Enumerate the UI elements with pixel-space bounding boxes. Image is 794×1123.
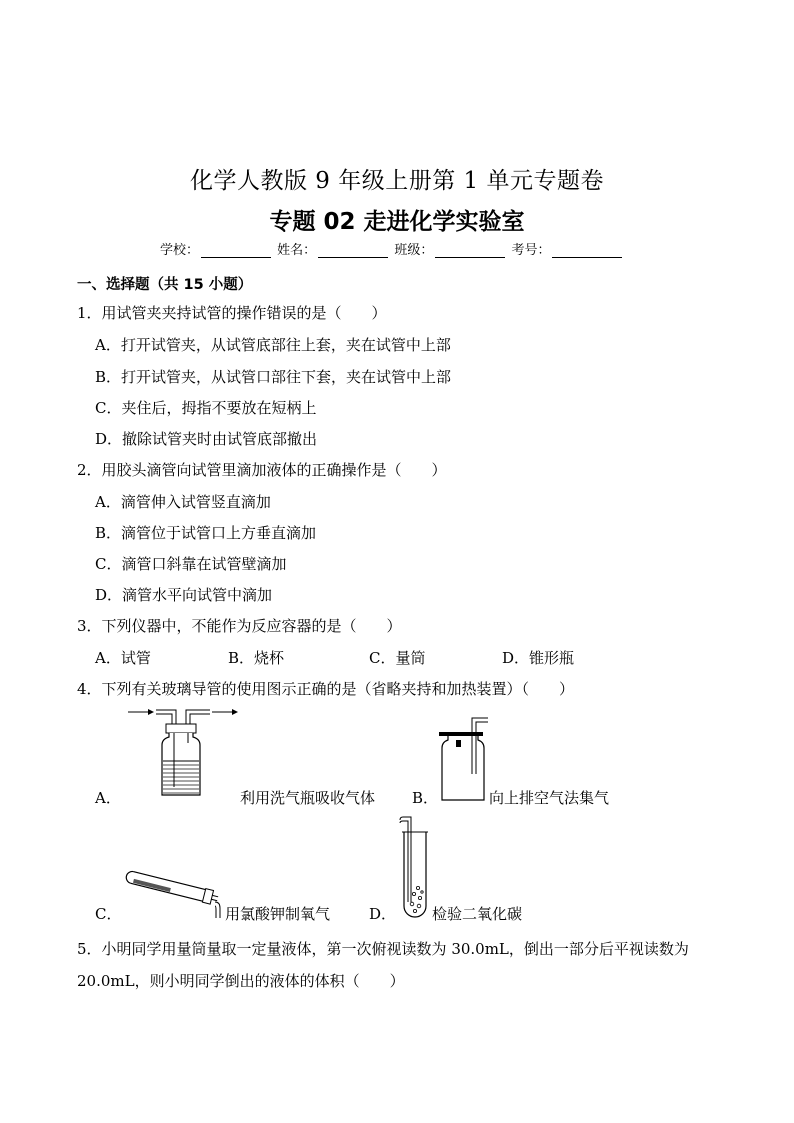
name-blank[interactable] [318, 244, 388, 258]
section-heading: 一、选择题（共 15 小题） [77, 277, 253, 293]
q3-option-d: D．锥形瓶 [502, 649, 575, 667]
carbon-dioxide-test-diagram [398, 814, 434, 918]
page-subtitle: 专题 02 走进化学实验室 [269, 209, 525, 235]
page-title: 化学人教版 9 年级上册第 1 单元专题卷 [189, 168, 604, 194]
class-label: 班级： [394, 243, 434, 258]
gas-collection-bottle-diagram [438, 714, 493, 806]
potassium-chlorate-heating-diagram [124, 872, 228, 920]
q2-option-d: D．滴管水平向试管中滴加 [95, 586, 273, 604]
q4-option-a-caption: 利用洗气瓶吸收气体 [240, 789, 376, 807]
q1-option-c: C．夹住后，拇指不要放在短柄上 [95, 399, 317, 417]
student-info-line [160, 239, 624, 258]
number-label: 考号： [511, 243, 551, 258]
q2-option-a: A．滴管伸入试管竖直滴加 [95, 493, 271, 511]
class-blank[interactable] [435, 244, 505, 258]
q4-option-d-caption: 检验二氧化碳 [432, 905, 523, 923]
q4-option-b-caption: 向上排空气法集气 [489, 789, 610, 807]
q3-option-c: C．量筒 [369, 649, 426, 667]
q1-option-d: D．撤除试管夹时由试管底部撤出 [95, 430, 318, 448]
q2-option-b: B．滴管位于试管口上方垂直滴加 [95, 524, 317, 542]
q1-option-b: B．打开试管夹，从试管口部往下套，夹在试管中上部 [95, 368, 452, 386]
school-label: 学校： [160, 243, 200, 258]
question-2-stem: 2．用胶头滴管向试管里滴加液体的正确操作是（ ） [77, 461, 447, 479]
q4-option-c-caption: 用氯酸钾制氧气 [225, 905, 331, 923]
question-1-stem: 1．用试管夹夹持试管的操作错误的是（ ） [77, 304, 387, 322]
q2-option-c: C．滴管口斜靠在试管壁滴加 [95, 555, 287, 573]
q4-option-d-letter: D． [369, 905, 397, 923]
q1-option-a: A．打开试管夹，从试管底部往上套，夹在试管中上部 [95, 336, 451, 354]
q4-option-c-letter: C． [95, 905, 122, 923]
number-blank[interactable] [552, 244, 622, 258]
question-5-stem-line2: 20.0mL，则小明同学倒出的液体的体积（ ） [77, 972, 405, 990]
gas-washing-bottle-diagram [126, 703, 241, 803]
question-5-stem-line1: 5．小明同学用量筒量取一定量液体，第一次俯视读数为 30.0mL，倒出一部分后平视读数为 [77, 940, 689, 958]
q3-option-b: B．烧杯 [228, 649, 285, 667]
q3-option-a: A．试管 [95, 649, 151, 667]
name-label: 姓名： [277, 243, 317, 258]
q4-option-b-letter: B． [412, 789, 439, 807]
q4-option-a-letter: A． [95, 789, 121, 807]
question-4-stem: 4．下列有关玻璃导管的使用图示正确的是（省略夹持和加热装置）（ ） [77, 680, 575, 698]
question-3-stem: 3．下列仪器中，不能作为反应容器的是（ ） [77, 617, 402, 635]
school-blank[interactable] [201, 244, 271, 258]
